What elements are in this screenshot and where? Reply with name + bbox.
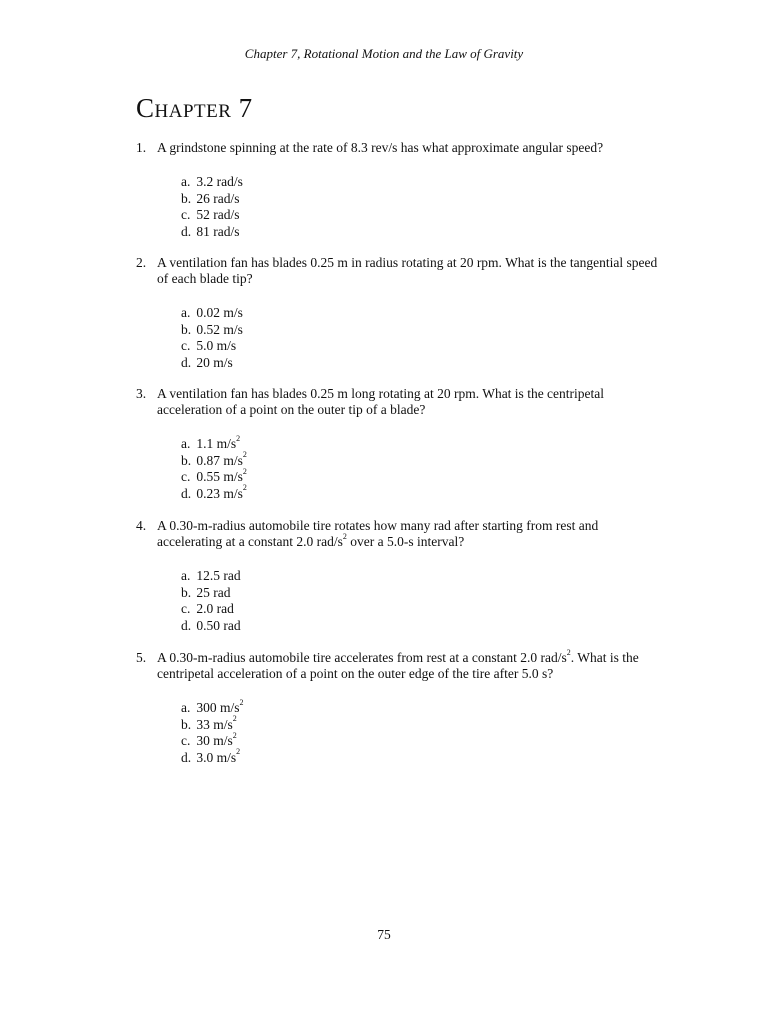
answer-option-d: d. 0.50 rad — [181, 617, 241, 633]
answer-option-d: d. 81 rad/s — [181, 223, 240, 239]
answer-options — [181, 433, 676, 502]
answer-option-b: b. 0.52 m/s — [181, 321, 243, 337]
running-header: Chapter 7, Rotational Motion and the Law of Gravity — [244, 46, 524, 61]
answer-options — [181, 568, 676, 634]
answer-options — [181, 697, 676, 766]
answer-option-d: d. 0.23 $m/s^2$ — [181, 483, 247, 501]
answer-option-c: c. 2.0 rad — [181, 601, 234, 616]
question-2 — [136, 255, 676, 371]
answer-options — [181, 174, 676, 240]
answer-option-a: a. 1.1 $m/s^2$ — [181, 433, 241, 451]
page-number: 75 — [377, 927, 391, 942]
question-4 — [136, 518, 676, 634]
question-number: 3. — [136, 386, 147, 401]
question-text: A ventilation fan has blades 0.25 m long rotating at 20 rpm. What is the centripetal acceleration of a point on the outer tip of a blade? — [157, 386, 605, 417]
chapter-title: Chapter 7 — [136, 93, 253, 123]
answer-options — [181, 305, 676, 371]
answer-option-c: c. 5.0 m/s — [181, 338, 237, 353]
answer-option-c: c. 30 $m/s^2$ — [181, 730, 237, 748]
question-number: 4. — [136, 518, 147, 533]
question-text: A 0.30-m-radius automobile tire accelerates from rest at a constant 2.0 rad/$s^2$. What is the centripetal acceleration of a point on the outer edge of the tire after 5.0 s? — [157, 647, 639, 681]
question-text: A ventilation fan has blades 0.25 m in radius rotating at 20 rpm. What is the tangential speed of each blade tip? — [157, 255, 658, 286]
answer-option-b: b. 25 rad — [181, 584, 231, 600]
question-1 — [136, 140, 676, 240]
question-number: 5. — [136, 650, 147, 665]
question-3 — [136, 386, 676, 502]
answer-option-a: a. 3.2 rad/s — [181, 174, 243, 189]
answer-option-a: a. 0.02 m/s — [181, 305, 243, 320]
answer-option-b: b. 33 $m/s^2$ — [181, 714, 237, 732]
answer-option-b: b. 0.87 $m/s^2$ — [181, 450, 247, 468]
answer-option-a: a. 300 $m/s^2$ — [181, 697, 244, 715]
question-5 — [136, 647, 676, 766]
question-text: A grindstone spinning at the rate of 8.3 rev/s has what approximate angular speed? — [157, 140, 604, 155]
answer-option-b: b. 26 rad/s — [181, 190, 240, 206]
answer-option-c: c. 52 rad/s — [181, 207, 240, 222]
answer-option-d: d. 3.0 $m/s^2$ — [181, 747, 241, 765]
question-text: A 0.30-m-radius automobile tire rotates how many rad after starting from rest and accelerating at a constant 2.0 rad/$s^2$ over a 5.0-s interval? — [157, 518, 599, 549]
answer-option-a: a. 12.5 rad — [181, 568, 241, 583]
question-number: 1. — [136, 140, 147, 155]
answer-option-c: c. 0.55 $m/s^2$ — [181, 466, 247, 484]
question-number: 2. — [136, 255, 147, 270]
answer-option-d: d. 20 m/s — [181, 354, 233, 370]
